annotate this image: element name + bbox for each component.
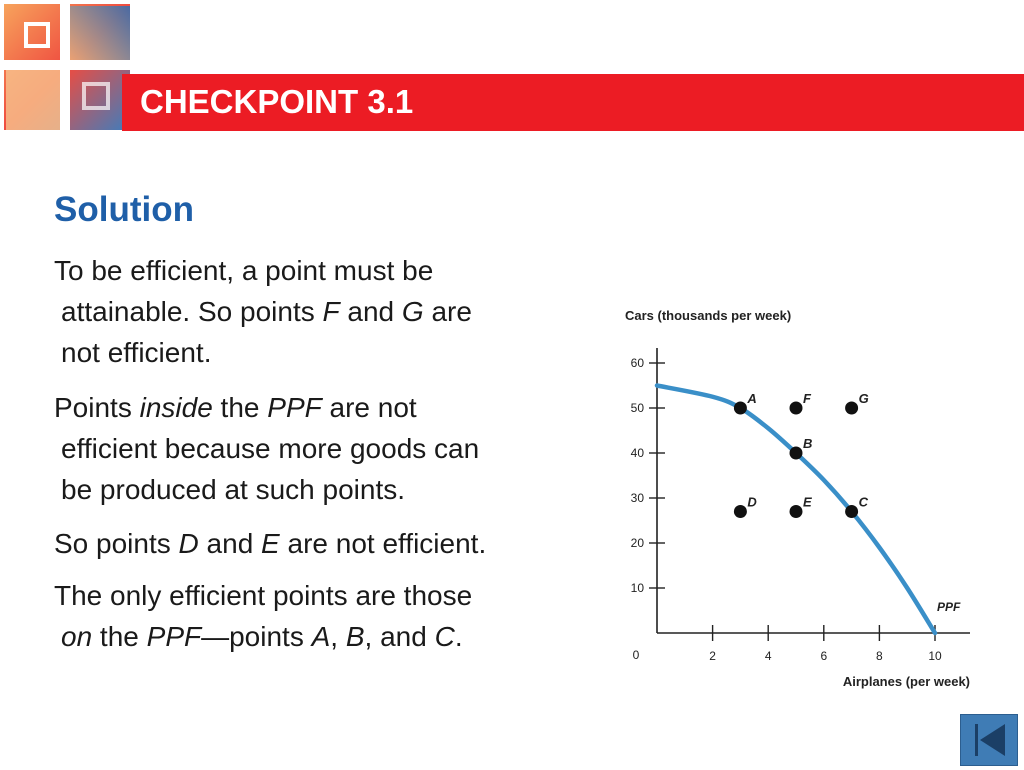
x-tick-label: 6 [820, 649, 828, 663]
p2-line1: Points inside the PPF are not [54, 392, 417, 423]
p2-line3: be produced at such points. [61, 474, 406, 505]
y-tick-label: 50 [630, 401, 644, 415]
p4-line1: The only efficient points are those [54, 580, 473, 611]
y-tick-label: 30 [630, 491, 644, 505]
point-label-c: C [858, 494, 868, 510]
paragraph-2 [54, 387, 594, 510]
paragraph-1 [54, 250, 594, 373]
ppf-chart [600, 300, 1020, 700]
point-e [790, 505, 803, 518]
paragraph-4 [54, 575, 594, 657]
y-tick-label: 40 [630, 446, 644, 460]
point-g [845, 402, 858, 415]
p4-line2: on the PPF—points A, B, and C. [61, 621, 463, 652]
back-to-start-button[interactable] [960, 714, 1018, 766]
p2-line2: efficient because more goods can [61, 433, 480, 464]
x-axis-label: Airplanes (per week) [842, 674, 970, 689]
ppf-label: PPF [937, 600, 961, 614]
p3-line1: So points D and E are not efficient. [54, 528, 487, 559]
point-label-d: D [747, 494, 757, 510]
slide-title: CHECKPOINT 3.1 [140, 83, 414, 120]
x-tick-label: 8 [876, 649, 883, 663]
y-tick-label: 10 [630, 581, 644, 595]
point-c [845, 505, 858, 518]
point-b [790, 447, 803, 460]
p1-line2: attainable. So points F and G are [61, 296, 472, 327]
point-label-a: A [747, 391, 757, 406]
y-axis-label: Cars (thousands per week) [625, 308, 792, 323]
x-tick-label: 10 [928, 649, 942, 663]
solution-heading: Solution [54, 190, 194, 229]
p1-line1: To be efficient, a point must be [54, 255, 434, 286]
point-d [734, 505, 747, 518]
y-tick-label: 20 [630, 536, 644, 550]
paragraph-3 [54, 523, 594, 564]
point-label-f: F [803, 391, 811, 406]
y-tick-label: 60 [630, 356, 644, 370]
back-to-start-icon [961, 715, 1017, 765]
point-a [734, 402, 747, 415]
x-tick-label: 4 [764, 649, 772, 663]
x-tick-label: 2 [709, 649, 716, 663]
point-label-g: G [858, 391, 869, 406]
origin-label: 0 [632, 648, 640, 662]
point-label-b: B [803, 436, 813, 451]
brand-logo [0, 0, 134, 134]
point-f [790, 402, 803, 415]
p1-line3: not efficient. [61, 337, 212, 368]
point-label-e: E [803, 494, 812, 510]
